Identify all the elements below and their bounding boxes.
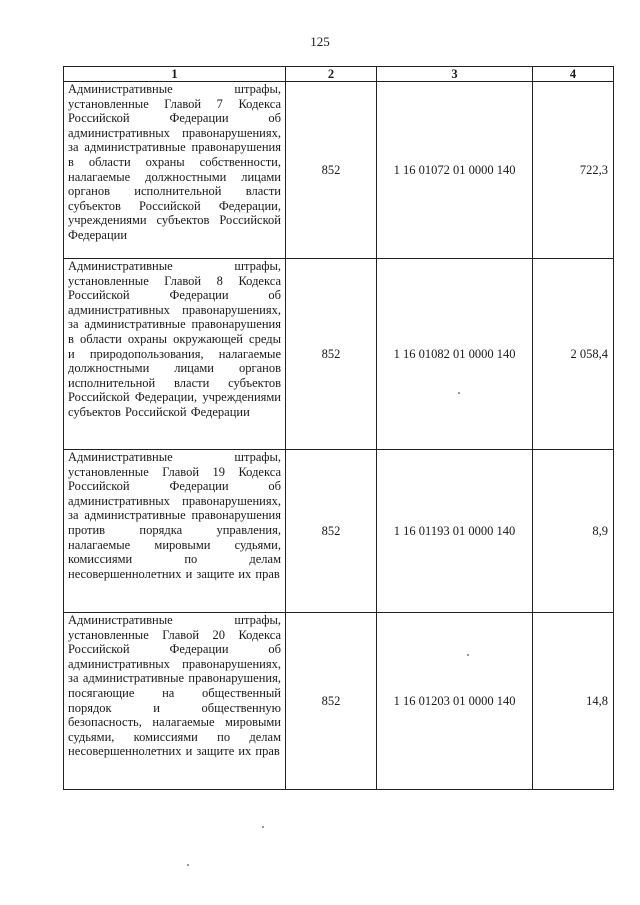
row-description-text: Административные штрафы, установленные Главой 8 Кодекса Российской Федерации об административных правонарушениях, за административные правонарушения в области охраны окружающей среды и природопользования, налагаемые должностными лицами органов исполнительной власти субъектов Российской Федерации, учреждениями субъектов Российской Федерации (68, 259, 281, 419)
row-amount: 14,8 (533, 613, 614, 790)
row-budget-code: 1 16 01193 01 0000 140 (377, 450, 533, 613)
row-description (64, 259, 286, 450)
table-row (64, 613, 614, 790)
column-header-4: 4 (533, 67, 614, 82)
row-description (64, 450, 286, 613)
table-row (64, 82, 614, 259)
row-budget-code: 1 16 01082 01 0000 140 (377, 259, 533, 450)
row-admin-code: 852 (286, 259, 377, 450)
scan-speck (458, 392, 460, 394)
row-description (64, 82, 286, 259)
row-admin-code: 852 (286, 82, 377, 259)
row-description-text: Административные штрафы, установленные Главой 20 Кодекса Российской Федерации об административных правонарушениях, за административные правонарушения, посягающие на общественный порядок и общественную безопасность, налагаемые мировыми судьями, комиссиями по делам несовершеннолетних и защите их прав (68, 613, 281, 759)
scan-speck (467, 654, 469, 656)
column-header-3: 3 (377, 67, 533, 82)
column-header-2: 2 (286, 67, 377, 82)
table-row (64, 450, 614, 613)
scan-speck (187, 864, 189, 866)
row-description-text: Административные штрафы, установленные Главой 19 Кодекса Российской Федерации об административных правонарушениях, за административные правонарушения против порядка управления, налагаемые мировыми судьями, комиссиями по делам несовершеннолетних и защите их прав (68, 450, 281, 581)
row-amount: 722,3 (533, 82, 614, 259)
revenue-table (63, 66, 614, 790)
row-description-text: Административные штрафы, установленные Главой 7 Кодекса Российской Федерации об административных правонарушениях, за административные правонарушения в области охраны собственности, налагаемые должностными лицами органов исполнительной власти субъектов Российской Федерации, учреждениями субъектов Российской Федерации (68, 82, 281, 242)
scan-speck (262, 826, 264, 828)
row-admin-code: 852 (286, 613, 377, 790)
header-row (64, 67, 614, 82)
row-amount: 8,9 (533, 450, 614, 613)
row-description (64, 613, 286, 790)
row-admin-code: 852 (286, 450, 377, 613)
column-header-1: 1 (64, 67, 286, 82)
row-budget-code: 1 16 01072 01 0000 140 (377, 82, 533, 259)
row-budget-code: 1 16 01203 01 0000 140 (377, 613, 533, 790)
page-number: 125 (310, 34, 330, 49)
table-row (64, 259, 614, 450)
row-amount: 2 058,4 (533, 259, 614, 450)
